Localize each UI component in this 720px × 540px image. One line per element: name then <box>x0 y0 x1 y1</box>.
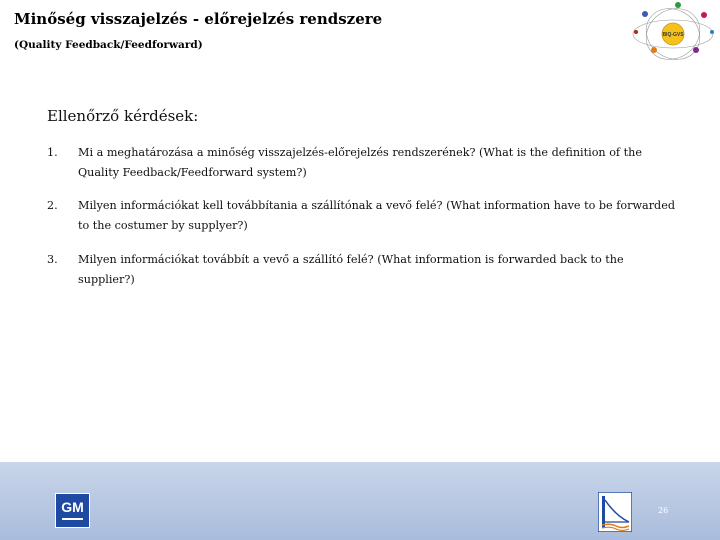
question-text: Mi a meghatározása a minőség visszajelzés-előrejelzés rendszerének? (What is the definition of the Quality Feedback/Feedforward system?) <box>78 146 642 179</box>
process-diagram-logo <box>626 0 720 64</box>
question-item <box>47 196 677 236</box>
bridge-logo <box>598 492 632 532</box>
footer-bar <box>0 462 720 540</box>
page-subtitle: (Quality Feedback/Feedforward) <box>14 39 203 51</box>
gm-logo-text: GM <box>61 499 84 515</box>
page-number: 26 <box>658 506 669 515</box>
gm-logo <box>55 493 90 528</box>
question-number: 3. <box>47 253 58 266</box>
question-text: Milyen információkat továbbít a vevő a szállító felé? (What information is forwarded back to the supplier?) <box>78 253 624 286</box>
question-number: 1. <box>47 146 58 159</box>
question-number: 2. <box>47 199 58 212</box>
page-title: Minőség visszajelzés - előrejelzés rendszere <box>14 10 383 28</box>
question-item <box>47 250 677 290</box>
question-item <box>47 143 677 183</box>
question-text: Milyen információkat kell továbbítania a szállítónak a vevő felé? (What information have to be forwarded to the costumer by supplyer?) <box>78 199 675 232</box>
logo-center-text: BIQ-GVS <box>662 32 684 38</box>
review-questions-heading: Ellenőrző kérdések: <box>47 107 199 125</box>
